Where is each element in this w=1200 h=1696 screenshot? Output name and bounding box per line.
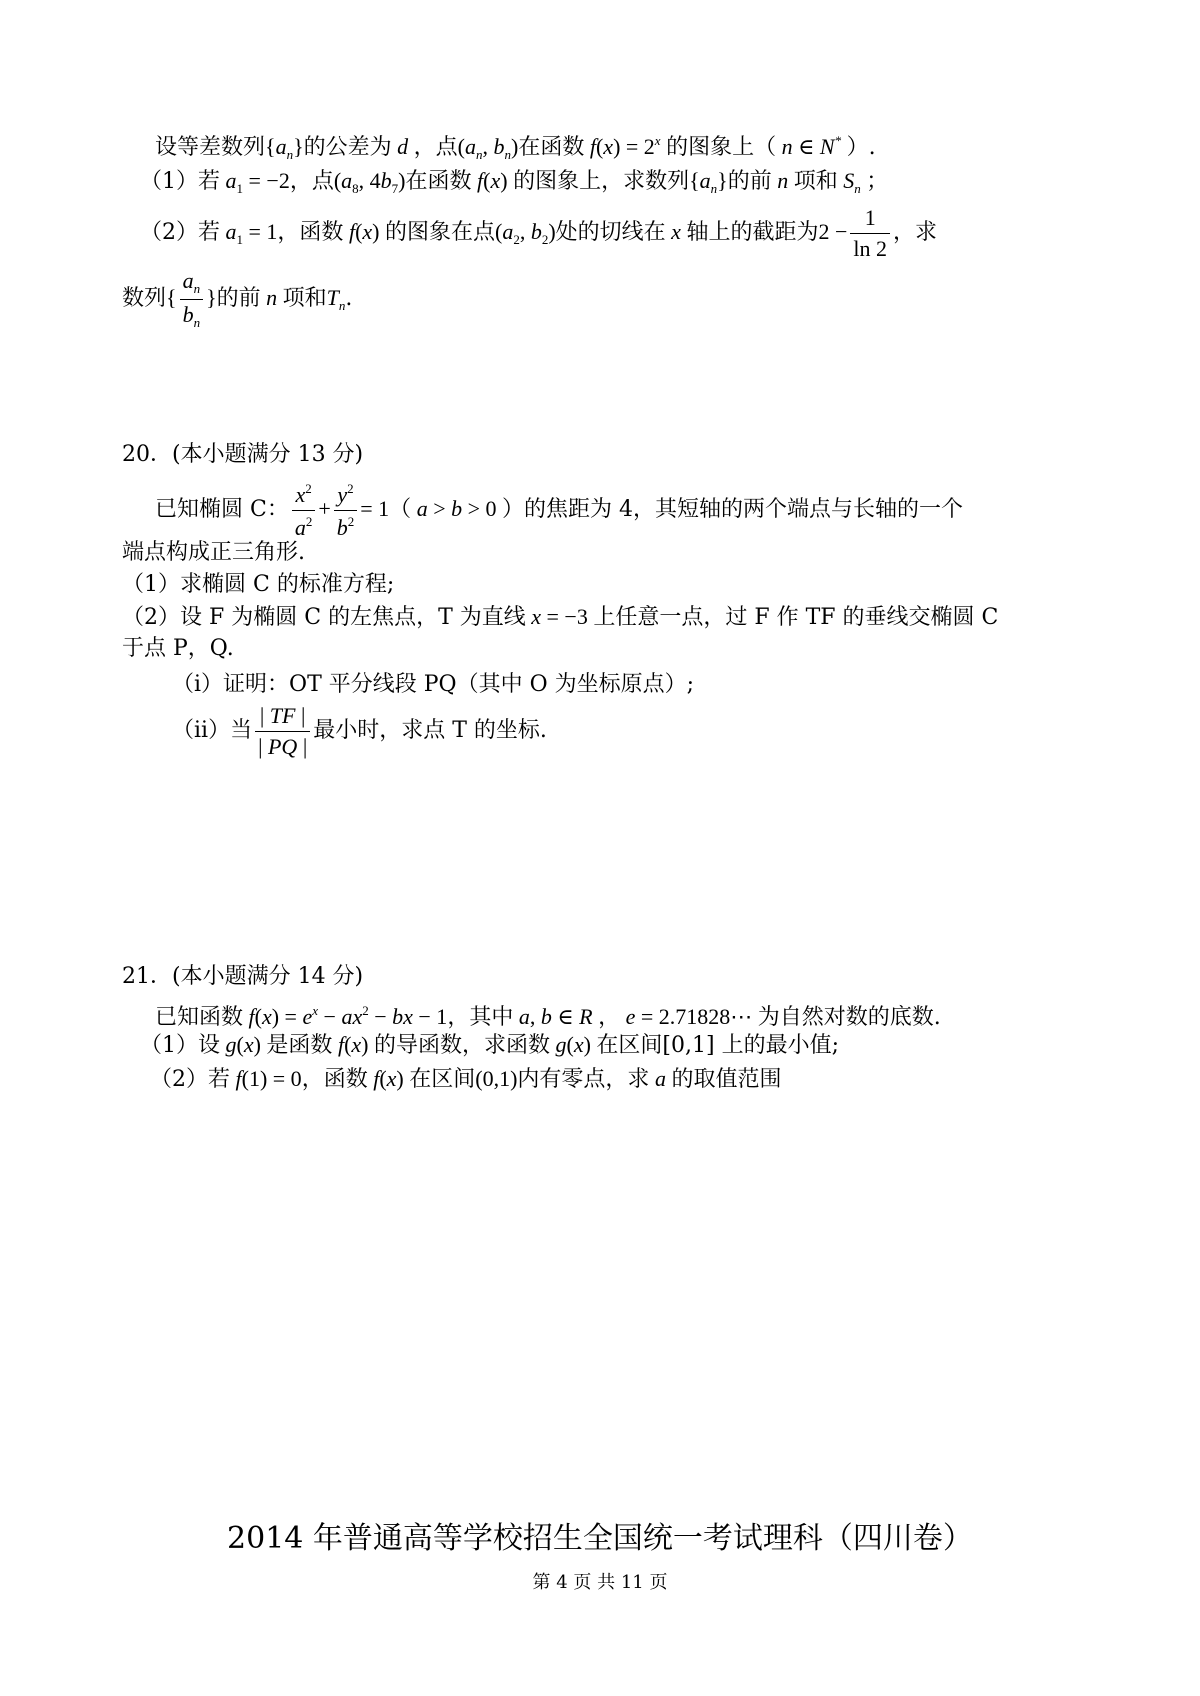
q21-header: 21．(本小题满分 14 分) (122, 964, 364, 989)
q20-part1: （1）求椭圆 C 的标准方程; (122, 572, 395, 597)
q20-subpart-ii: （ii）当 $\frac{| TF |}{| PQ |}$ 最小时，求点 T 的坐标. (172, 702, 547, 759)
fraction-TF-over-PQ: $\frac{| TF |}{| PQ |}$ (255, 705, 310, 758)
q21-part2: （2）若 f(1) = 0，函数 f(x) 在区间(0,1)内有零点，求 a 的取值范围 (150, 1066, 782, 1092)
fraction-y2-over-b2: $\frac{y^2}{b^2}$ (334, 482, 358, 539)
q19-part1: （1）若 $a_1 = -2$，点($a_8$, $4b_7$)在函数 f(x) 的图象上，求数列$\{a_n\}$的前 n 项和 $S_n$ ； (140, 168, 889, 196)
q21-statement: 已知函数 $f(x) = e^x - ax^2$ − bx − 1，其中 a, b ∈ R ， e = 2.71828⋯ 为自然对数的底数. (155, 1003, 941, 1030)
q19-intro: 设等差数列$\{a_n\}$的公差为 d ，点($a_n$, $b_n$)在函数 $f(x) = 2^x$ 的图象上（ n ∈ N* ）. (155, 133, 876, 162)
q21-part1: （1）设 g(x) 是函数 f(x) 的导函数，求函数 g(x) 在区间[0,1] 上的最小值; (140, 1032, 839, 1058)
q20-header: 20．(本小题满分 13 分) (122, 442, 364, 467)
exam-title: 2014 年普通高等学校招生全国统一考试理科（四川卷） (227, 1521, 973, 1556)
page-number: 第 4 页 共 11 页 (532, 1572, 668, 1593)
fraction-x2-over-a2: $\frac{x^2}{a^2}$ (292, 482, 316, 539)
q20-subpart-i: （i）证明：OT 平分线段 PQ（其中 O 为坐标原点）; (172, 672, 695, 697)
q19-part2-continued: 数列{ $\frac{a_n}{b_n}$ }的前 n 项和$T_n$. (122, 267, 353, 330)
q20-statement: 已知椭圆 C： $\frac{x^2}{a^2}$ + $\frac{y^2}{b^2}$ = 1（ a > b > 0 ）的焦距为 4，其短轴的两个端点与长轴的一个 (155, 480, 964, 540)
q19-part2: （2）若 $a_1 = 1$，函数 f(x) 的图象在点($a_2$, $b_2$)处的切线在 x 轴上的截距为2 − $\frac{1}{\ln 2}$ ，求 (140, 204, 938, 261)
fraction-an-over-bn: $\frac{a_n}{b_n}$ (180, 270, 204, 329)
q20-part2-cont: 于点 P，Q. (122, 636, 234, 661)
fraction-one-over-ln2: $\frac{1}{\ln 2}$ (850, 207, 890, 260)
q20-statement-cont: 端点构成正三角形. (122, 540, 305, 565)
q20-part2: （2）设 F 为椭圆 C 的左焦点，T 为直线 x = −3 上任意一点，过 F 作 TF 的垂线交椭圆 C (122, 604, 999, 630)
